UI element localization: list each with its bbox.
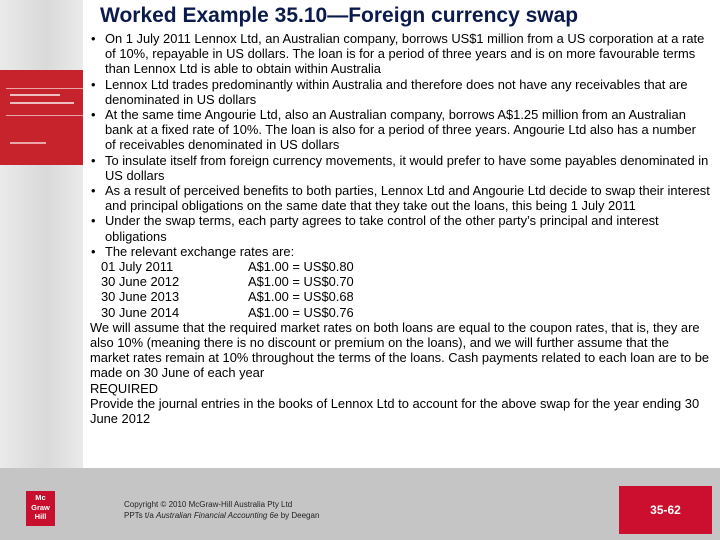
required-heading: REQUIRED (90, 380, 159, 396)
cover-author-line (10, 142, 46, 144)
bullet-list (90, 31, 710, 259)
logo-text: Mc (35, 493, 46, 502)
footer-copyright (124, 499, 554, 521)
book-title: Australian Financial Accounting 6e (156, 511, 279, 520)
ppt-credit-line (124, 510, 554, 521)
table-row (101, 259, 354, 274)
slide-footer (0, 468, 720, 540)
logo-text: Graw (31, 502, 50, 512)
bullet-item: • Lennox Ltd trades predominantly within Australia and therefore does not have any receivables that are denominated in US dollars (90, 77, 710, 107)
rate-date: 30 June 2014 (101, 304, 180, 320)
ppt-suffix: by Deegan (278, 511, 320, 520)
rate-date: 01 July 2011 (101, 259, 174, 275)
bullet-item: • The relevant exchange rates are: (90, 244, 710, 259)
logo-text: Hill (34, 512, 47, 521)
slide-title: Worked Example 35.10—Foreign currency swap (100, 4, 579, 27)
cover-title-line (10, 102, 74, 104)
table-row (101, 305, 354, 320)
bullet-item: • As a result of perceived benefits to both parties, Lennox Ltd and Angourie Ltd decide to swap their interest and principal obligations on the same date that they take out the loans, this being 1 July 2011 (90, 183, 710, 213)
rate-date: 30 June 2013 (101, 289, 180, 305)
rate-value: A$1.00 = US$0.76 (248, 304, 354, 320)
required-text: Provide the journal entries in the books of Lennox Ltd to account for the above swap for the year ending 30 June 2012 (90, 395, 700, 427)
slide-content (90, 31, 710, 426)
textbook-cover-image (0, 70, 83, 165)
page-number: 35-62 (619, 486, 712, 534)
rate-value: A$1.00 = US$0.70 (248, 274, 354, 290)
ppt-prefix: PPTs t/a (124, 511, 157, 520)
table-row (101, 289, 354, 304)
bullet-item: • Under the swap terms, each party agrees to take control of the other party’s principal and interest obligations (90, 213, 710, 243)
cover-title-line (10, 94, 60, 96)
table-row (101, 274, 354, 289)
exchange-rates-table (101, 259, 354, 320)
rate-value: A$1.00 = US$0.68 (248, 289, 354, 305)
copyright-line: Copyright © 2010 McGraw-Hill Australia Pty Ltd (124, 500, 293, 509)
rate-date: 30 June 2012 (101, 274, 180, 290)
mcgraw-hill-logo (26, 491, 55, 526)
rate-value: A$1.00 = US$0.80 (248, 259, 354, 275)
bullet-item: • On 1 July 2011 Lennox Ltd, an Australian company, borrows US$1 million from a US corporation at a rate of 10%, repayable in US dollars. The loan is for a period of three years and is on more favourable terms than Lennox Ltd is able to obtain within Australia (90, 31, 710, 77)
bullet-item: • To insulate itself from foreign currency movements, it would prefer to have some payables denominated in US dollars (90, 153, 710, 183)
assumption-paragraph: We will assume that the required market rates on both loans are equal to the coupon rates, that is, they are also 10% (meaning there is no discount or premium on the loans), and we will further assume that the market rates remain at 10% throughout the terms of the loans. Cash payments related to each loan are to be made on 30 June of each year (90, 319, 710, 381)
bullet-item: • At the same time Angourie Ltd, also an Australian company, borrows A$1.25 million from an Australian bank at a fixed rate of 10%. The loan is also for a period of three years. Angourie Ltd also has a number of receivables denominated in US dollars (90, 107, 710, 153)
